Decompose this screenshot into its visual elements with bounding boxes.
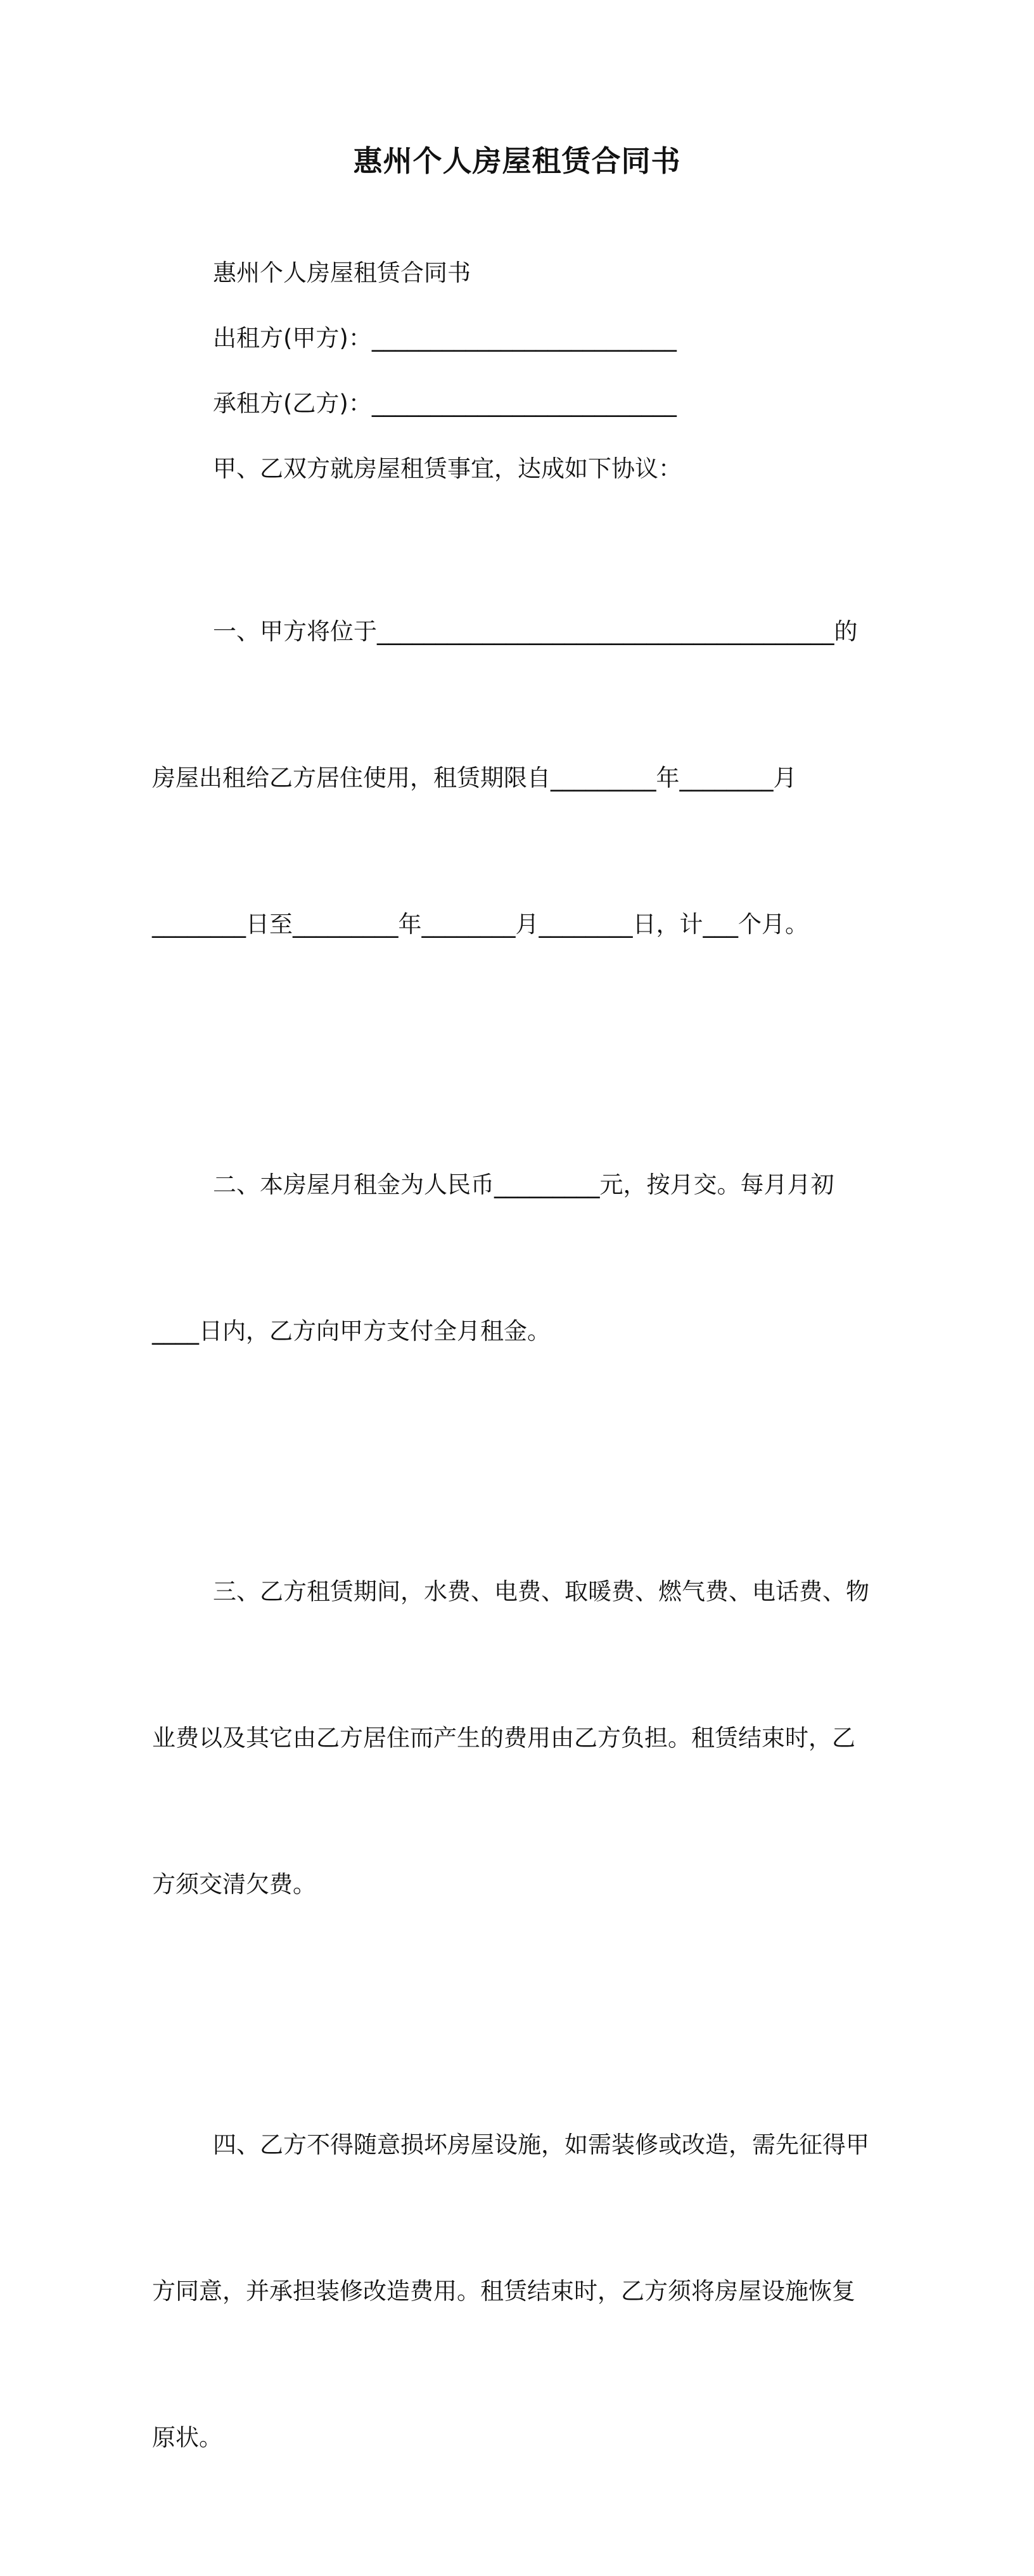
party-a-field: 出租方(甲方)：__________________________ bbox=[213, 324, 677, 352]
intro-text: 甲、乙双方就房屋租赁事宜，达成如下协议： bbox=[213, 455, 682, 482]
clause-3 bbox=[152, 1470, 882, 2006]
clause-1-line-1: 一、甲方将位于_______________________________________的 bbox=[213, 618, 858, 645]
clause-1 bbox=[152, 509, 882, 1046]
clause-3-line-3: 方须交清欠费。 bbox=[152, 1871, 316, 1898]
clause-4 bbox=[152, 2023, 882, 2560]
clause-1-line-3: ________日至_________年________月________日，计___个月。 bbox=[152, 911, 808, 938]
clause-3-line-2: 业费以及其它由乙方居住而产生的费用由乙方负担。租赁结束时，乙 bbox=[152, 1724, 855, 1752]
clause-1-line-2: 房屋出租给乙方居住使用，租赁期限自_________年________月 bbox=[152, 764, 797, 791]
document-body bbox=[152, 248, 882, 2576]
clause-3-line-1: 三、乙方租赁期间，水费、电费、取暖费、燃气费、电话费、物 bbox=[213, 1578, 869, 1605]
clause-4-line-2: 方同意，并承担装修改造费用。租赁结束时，乙方须将房屋设施恢复 bbox=[152, 2278, 855, 2305]
party-b-field: 承租方(乙方)：__________________________ bbox=[213, 390, 677, 417]
subtitle: 惠州个人房屋租赁合同书 bbox=[213, 259, 471, 286]
document-title: 惠州个人房屋租赁合同书 bbox=[353, 144, 681, 178]
clause-2-line-2: ____日内，乙方向甲方支付全月租金。 bbox=[152, 1317, 551, 1345]
clause-2 bbox=[152, 1063, 882, 1453]
clause-4-line-1: 四、乙方不得随意损坏房屋设施，如需装修或改造，需先征得甲 bbox=[213, 2131, 869, 2158]
clause-2-line-1: 二、本房屋月租金为人民币_________元，按月交。每月月初 bbox=[213, 1171, 834, 1198]
clause-4-line-3: 原状。 bbox=[152, 2424, 222, 2451]
